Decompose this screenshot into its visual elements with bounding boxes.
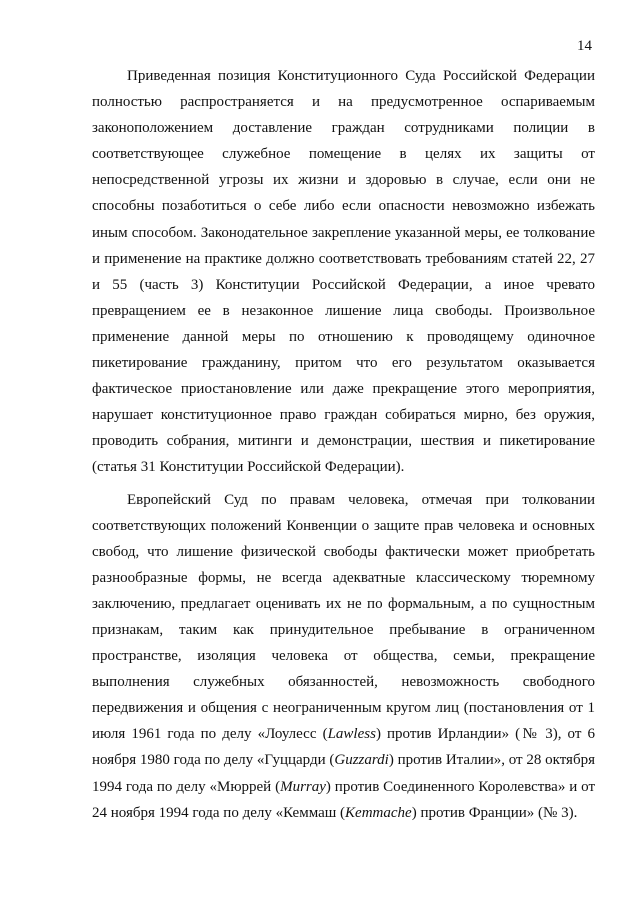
- case-name-latin: Guzzardi: [334, 752, 389, 769]
- text-run: ) против Соединенного Королевства» и от 24 ноября 1994 года по делу «Кеммаш (: [92, 778, 595, 821]
- case-name-latin: Kemmache: [345, 804, 412, 821]
- paragraph: [92, 63, 595, 481]
- text-run: ) против Франции» (№ 3).: [411, 804, 578, 821]
- text-run: ) против Ирландии» (№ 3), от 6 ноября 1980 года по делу «Гуццарди (: [92, 726, 595, 769]
- page-number: 14: [577, 38, 592, 54]
- case-name-latin: Lawless: [327, 726, 376, 743]
- text-run: ) против Италии», от 28 октября 1994 года по делу «Мюррей (: [92, 752, 595, 795]
- text-run: Приведенная позиция Конституционного Суда Российской Федерации полностью распространяется и на предусмотренное оспариваемым законоположением доставление граждан сотрудниками полиции в соответствующее служебное помещение в целях их защиты от непосредственной угрозы их жизни и здоровью в случае, если они не способны позаботиться о себе либо если опасности невозможно избежать иным способом. Законодательное закрепление указанной меры, ее толкование и применение на практике должно соответствовать требованиям статей 22, 27 и 55 (часть 3) Конституции Российской Федерации, а иное чревато превращением ее в незаконное лишение лица свободы. Произвольное применение данной меры по отношению к проводящему одиночное пикетирование гражданину, притом что его результатом оказывается фактическое приостановление или даже прекращение этого мероприятия, нарушает конституционное право граждан собираться мирно, без оружия, проводить собрания, митинги и демонстрации, шествия и пикетирование (статья 31 Конституции Российской Федерации).: [92, 68, 595, 476]
- text-run: Европейский Суд по правам человека, отмечая при толковании соответствующих положений Конвенции о защите прав человека и основных свобод, что лишение физической свободы фактически может приобретать разнообразные формы, не всегда адекватные классическому тюремному заключению, предлагает оценивать их не по формальным, а по сущностным признакам, таким как принудительное пребывание в ограниченном пространстве, изоляция человека от общества, семьи, прекращение выполнения служебных обязанностей, невозможность свободного передвижения и общения с неограниченным кругом лиц (постановления от 1 июля 1961 года по делу «Лоулесс (: [92, 491, 595, 743]
- case-name-latin: Murray: [280, 778, 326, 795]
- paragraph: [92, 487, 595, 826]
- body-text: [92, 63, 595, 826]
